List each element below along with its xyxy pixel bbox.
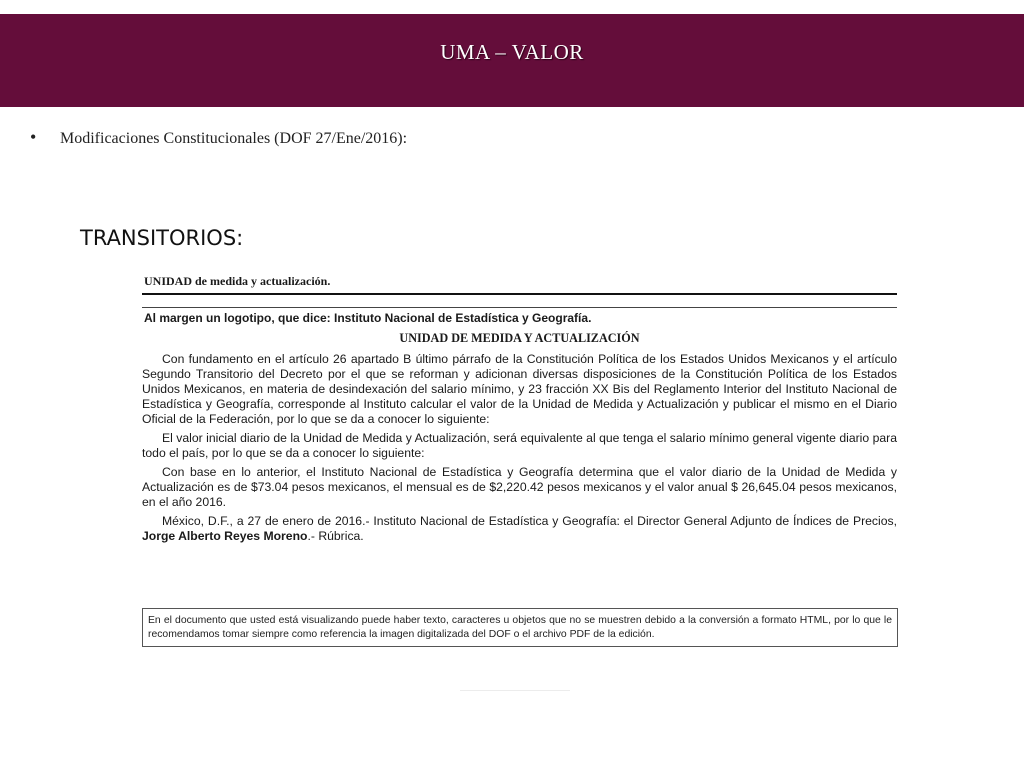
margin-note: Al margen un logotipo, que dice: Instituto Nacional de Estadística y Geografía. [144,311,592,325]
bullet-dot: • [30,127,37,147]
bullet-text: Modificaciones Constitucionales (DOF 27/Ene/2016): [60,130,408,147]
paragraph-3: Con base en lo anterior, el Instituto Nacional de Estadística y Geografía determina que el valor diario de la Unidad de Medida y Actualización es de $73.04 pesos mexicanos, el mensual es de $2,220.42 pesos mexicanos y el valor anual $ 26,645.04 pesos mexicanos, en el año 2016. [142,465,897,509]
paragraph-1: Con fundamento en el artículo 26 apartado B último párrafo de la Constitución Política de los Estados Unidos Mexicanos y el artículo Segundo Transitorio del Decreto por el que se reforman y adicionan diversas disposiciones de la Constitución Política de los Estados Unidos Mexicanos, en materia de desindexación del salario mínimo, y 23 fracción XX Bis del Reglamento Interior del Instituto Nacional de Estadística y Geografía, corresponde al Instituto calcular el valor de la Unidad de Medida y Actualización y publicar el mismo en el Diario Oficial de la Federación, por lo que se da a conocer lo siguiente: [142,352,897,426]
paragraph-4-end: .- Rúbrica. [307,529,364,543]
dof-document-excerpt [142,272,897,548]
slide-title: UMA – VALOR [440,40,584,64]
signatory-name: Jorge Alberto Reyes Moreno [142,529,308,543]
bullet-item [30,127,407,148]
paragraph-2: El valor inicial diario de la Unidad de Medida y Actualización, será equivalente al que tenga el salario mínimo general vigente diario para todo el país, por lo que se da a conocer lo siguiente: [142,431,897,460]
paragraph-4-start: México, D.F., a 27 de enero de 2016.- Instituto Nacional de Estadística y Geografía: el Director General Adjunto de Índices de Precios, [162,514,897,528]
conversion-notice: En el documento que usted está visualizando puede haber texto, caracteres u objetos que no se muestren debido a la conversión a formato HTML, por lo que le recomendamos tomar siempre como referencia la imagen digitalizada del DOF o el archivo PDF de la edición. [142,608,898,647]
document-kicker: UNIDAD de medida y actualización. [142,272,897,295]
paragraph-4 [142,514,897,544]
section-heading: TRANSITORIOS: [80,226,244,250]
faint-divider [460,690,570,691]
title-bar [0,14,1024,107]
document-title: UNIDAD DE MEDIDA Y ACTUALIZACIÓN [399,331,640,345]
